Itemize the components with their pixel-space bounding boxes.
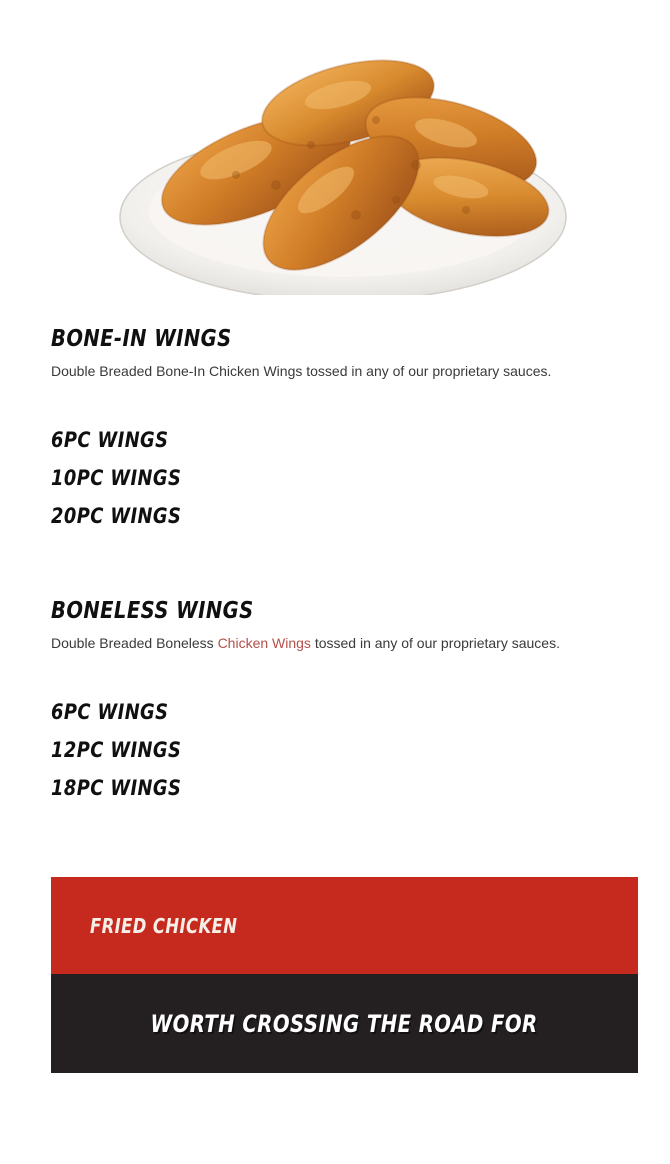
tagline-banner	[51, 974, 638, 1073]
category-banner-fried-chicken[interactable]	[51, 877, 638, 974]
chicken-wings-link[interactable]: Chicken Wings	[217, 635, 311, 651]
item-list-boneless	[51, 701, 639, 800]
item-list-bone-in	[51, 429, 639, 528]
menu-item-6pc-boneless-wings: 6PC WINGS	[51, 700, 169, 724]
category-banner-label: FRIED CHICKEN	[90, 913, 238, 938]
fried-chicken-wings-image	[116, 25, 571, 295]
menu-section-bone-in-wings	[51, 327, 639, 528]
section-description-bone-in: Double Breaded Bone-In Chicken Wings tossed in any of our proprietary sauces.	[51, 363, 552, 379]
menu-content	[51, 327, 639, 800]
section-description-boneless: Double Breaded Boneless Chicken Wings tossed in any of our proprietary sauces.	[51, 635, 560, 651]
menu-section-boneless-wings	[51, 599, 639, 800]
menu-item-6pc-wings: 6PC WINGS	[51, 428, 169, 452]
bottom-spacer	[0, 1073, 670, 1117]
hero-image-container	[0, 25, 670, 295]
menu-item-20pc-wings: 20PC WINGS	[51, 504, 182, 528]
section-title-text: BONELESS WINGS	[51, 598, 254, 624]
menu-item-12pc-boneless-wings: 12PC WINGS	[51, 738, 182, 762]
section-title-bone-in-wings	[51, 327, 639, 351]
tagline-text: WORTH CROSSING THE ROAD FOR	[150, 1009, 539, 1038]
section-title-text: BONE-IN WINGS	[51, 326, 232, 352]
menu-item-18pc-boneless-wings: 18PC WINGS	[51, 776, 182, 800]
section-title-boneless-wings	[51, 599, 639, 623]
menu-item-10pc-wings: 10PC WINGS	[51, 466, 182, 490]
